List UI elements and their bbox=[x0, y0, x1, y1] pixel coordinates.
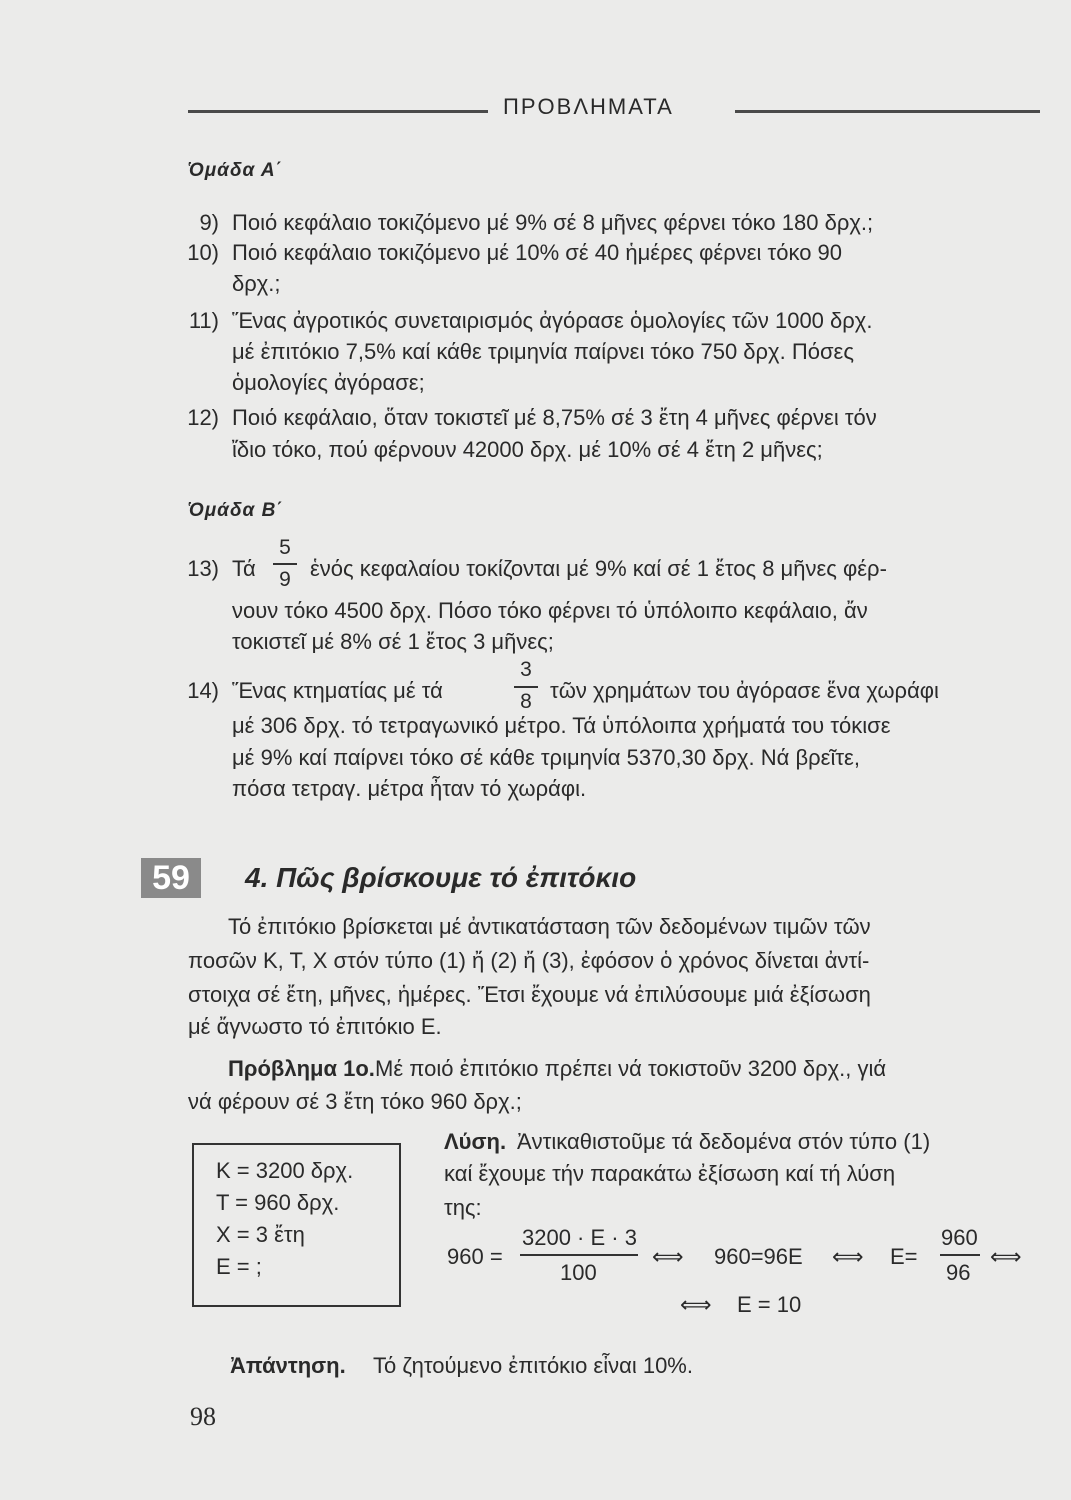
answer-label: Ἀπάντηση. bbox=[230, 1353, 346, 1378]
problem-text: τῶν χρημάτων του ἀγόρασε ἕνα χωράφι bbox=[550, 678, 939, 703]
problem-text: δρχ.; bbox=[232, 271, 281, 296]
given-t: Τ = 960 δρχ. bbox=[216, 1190, 340, 1215]
problem-text: Ποιό κεφάλαιο τοκιζόμενο μέ 9% σέ 8 μῆνες φέρνει τόκο 180 δρχ.; bbox=[232, 210, 874, 235]
fraction-bar bbox=[273, 563, 297, 565]
fraction-numerator: 3 bbox=[520, 658, 532, 681]
problem-number: 13) bbox=[187, 556, 219, 581]
fraction-denominator: 96 bbox=[946, 1260, 971, 1285]
problem-number: 14) bbox=[187, 678, 219, 703]
header-rule-right bbox=[735, 110, 1040, 113]
equation-e: Ε= bbox=[890, 1244, 918, 1269]
given-e: Ε = ; bbox=[216, 1254, 262, 1279]
page-number: 98 bbox=[190, 1402, 216, 1431]
section-number-badge: 59 bbox=[141, 858, 201, 898]
equivalence-arrow: ⟺ bbox=[832, 1244, 864, 1269]
group-a-label: Ὁμάδα Α΄ bbox=[188, 160, 283, 181]
section-title: 4. Πῶς βρίσκουμε τό ἐπιτόκιο bbox=[245, 862, 637, 893]
paragraph-line: στοιχα σέ ἔτη, μῆνες, ἡμέρες. Ἔτσι ἔχουμε νά ἐπιλύσουμε μιά ἐξίσωση bbox=[188, 982, 871, 1007]
problem-number: 9) bbox=[199, 210, 219, 235]
fraction-bar bbox=[520, 1254, 638, 1256]
given-x: Χ = 3 ἔτη bbox=[216, 1222, 305, 1247]
problem-text: μέ 9% καί παίρνει τόκο σέ κάθε τριμηνία 5370,30 δρχ. Νά βρεῖτε, bbox=[232, 745, 860, 770]
answer-text: Τό ζητούμενο ἐπιτόκιο εἶναι 10%. bbox=[373, 1353, 693, 1378]
equation-lhs: 960 = bbox=[447, 1244, 503, 1269]
problem-text: ὁμολογίες ἀγόρασε; bbox=[232, 370, 425, 395]
problem-number: 12) bbox=[187, 405, 219, 430]
solution-line: Ἀντικαθιστοῦμε τά δεδομένα στόν τύπο (1) bbox=[517, 1129, 931, 1154]
paragraph-line: ποσῶν Κ, Τ, Χ στόν τύπο (1) ἤ (2) ἤ (3), ἐφόσον ὁ χρόνος δίνεται ἀντί- bbox=[188, 948, 870, 973]
paragraph-line: Μέ ποιό ἐπιτόκιο πρέπει νά τοκιστοῦν 3200 δρχ., γιά bbox=[375, 1056, 887, 1081]
fraction-bar bbox=[514, 686, 538, 688]
problem-text: μέ 306 δρχ. τό τετραγωνικό μέτρο. Τά ὑπόλοιπα χρήματά του τόκισε bbox=[232, 713, 891, 738]
problem-text: Τά bbox=[232, 556, 256, 581]
group-b-label: Ὁμάδα Β΄ bbox=[188, 500, 284, 521]
fraction-denominator: 8 bbox=[520, 690, 532, 713]
paragraph-line: Τό ἐπιτόκιο βρίσκεται μέ ἀντικατάσταση τῶν δεδομένων τιμῶν τῶν bbox=[228, 914, 871, 939]
paragraph-line: μέ ἄγνωστο τό ἐπιτόκιο Ε. bbox=[188, 1014, 442, 1039]
equivalence-arrow: ⟺ bbox=[652, 1244, 684, 1269]
paragraph-line: νά φέρουν σέ 3 ἔτη τόκο 960 δρχ.; bbox=[188, 1089, 522, 1114]
header-rule-left bbox=[188, 110, 488, 113]
solution-line: καί ἔχουμε τήν παρακάτω ἐξίσωση καί τή λύση bbox=[444, 1161, 896, 1186]
equation-middle: 960=96Ε bbox=[714, 1244, 803, 1269]
given-k: Κ = 3200 δρχ. bbox=[216, 1158, 354, 1183]
fraction-denominator: 100 bbox=[560, 1260, 597, 1285]
problem-text: Ποιό κεφάλαιο τοκιζόμενο μέ 10% σέ 40 ἡμέρες φέρνει τόκο 90 bbox=[232, 240, 843, 265]
fraction-bar bbox=[940, 1254, 980, 1256]
problem-text: ἴδιο τόκο, πού φέρνουν 42000 δρχ. μέ 10% σέ 4 ἔτη 2 μῆνες; bbox=[232, 437, 823, 462]
solution-label: Λύση. bbox=[444, 1129, 507, 1154]
problem-text: τοκιστεῖ μέ 8% σέ 1 ἔτος 3 μῆνες; bbox=[232, 629, 554, 654]
solution-line: της: bbox=[444, 1195, 482, 1220]
fraction-numerator: 960 bbox=[941, 1225, 978, 1250]
problem-text: ἑνός κεφαλαίου τοκίζονται μέ 9% καί σέ 1 ἔτος 8 μῆνες φέρ- bbox=[310, 556, 887, 581]
problem-text: μέ ἐπιτόκιο 7,5% καί κάθε τριμηνία παίρνει τόκο 750 δρχ. Πόσες bbox=[232, 339, 854, 364]
problem-text: Ποιό κεφάλαιο, ὅταν τοκιστεῖ μέ 8,75% σέ 3 ἔτη 4 μῆνες φέρνει τόν bbox=[232, 405, 877, 430]
equivalence-arrow: ⟺ bbox=[990, 1244, 1022, 1269]
fraction-numerator: 5 bbox=[279, 536, 291, 559]
fraction-denominator: 9 bbox=[279, 568, 291, 591]
page-title: ΠΡΟΒΛΗΜΑΤΑ bbox=[503, 94, 674, 119]
problem-text: πόσα τετραγ. μέτρα ἦταν τό χωράφι. bbox=[232, 776, 587, 801]
equation-result: Ε = 10 bbox=[737, 1292, 802, 1317]
problem-text: Ἕνας ἀγροτικός συνεταιρισμός ἀγόρασε ὁμολογίες τῶν 1000 δρχ. bbox=[232, 308, 873, 333]
problem-number: 11) bbox=[188, 308, 219, 333]
fraction-numerator: 3200 · Ε · 3 bbox=[522, 1225, 637, 1250]
problem-text: Ἕνας κτηματίας μέ τά bbox=[232, 678, 443, 703]
problem-number: 10) bbox=[187, 240, 219, 265]
equivalence-arrow: ⟺ bbox=[680, 1292, 712, 1317]
problem-label: Πρόβλημα 1ο. bbox=[228, 1056, 375, 1081]
problem-text: νουν τόκο 4500 δρχ. Πόσο τόκο φέρνει τό ὑπόλοιπο κεφάλαιο, ἄν bbox=[232, 598, 868, 623]
